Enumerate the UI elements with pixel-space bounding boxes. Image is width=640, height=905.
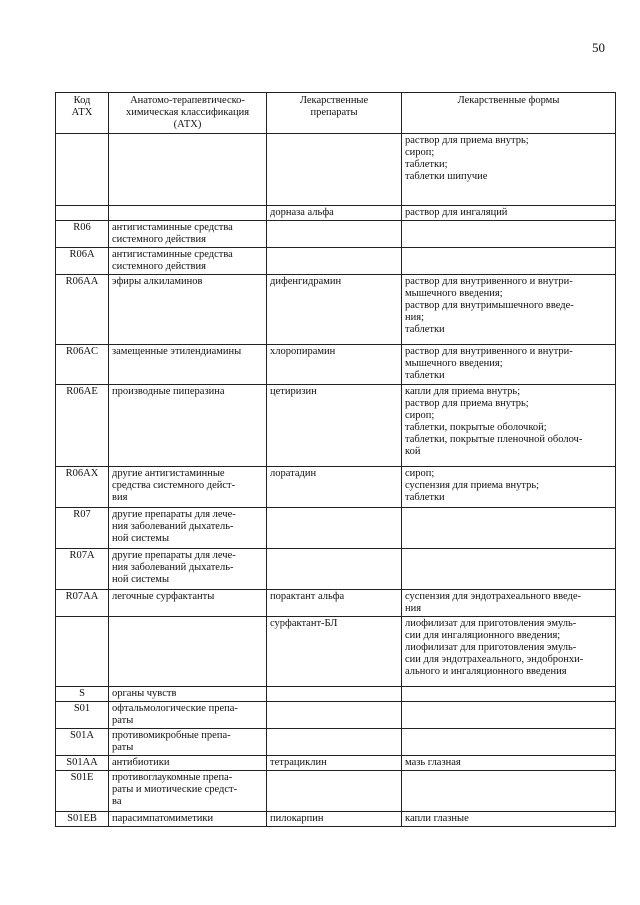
forms-cell-line: таблетки шипучие <box>405 171 488 182</box>
forms-cell <box>402 345 616 385</box>
atx-code-cell: S01AA <box>56 756 109 771</box>
drug-cell <box>267 508 402 549</box>
forms-cell <box>402 702 616 729</box>
forms-cell <box>402 134 616 206</box>
atx-table <box>55 92 616 827</box>
classification-cell-line: ния заболеваний дыхатель- <box>112 521 234 532</box>
drug-cell-line: пилокарпин <box>270 813 324 824</box>
forms-cell-line: кой <box>405 446 421 457</box>
classification-cell <box>109 549 267 590</box>
forms-cell-line: лиофилизат для приготовления эмуль- <box>405 642 577 653</box>
forms-cell-line: мазь глазная <box>405 757 461 768</box>
drug-cell <box>267 549 402 590</box>
drug-cell-line: дифенгидрамин <box>270 276 342 287</box>
forms-cell-line: капли глазные <box>405 813 469 824</box>
atx-code-cell <box>56 206 109 221</box>
drug-cell-line: тетрациклин <box>270 757 327 768</box>
forms-cell-line: раствор для приема внутрь; <box>405 398 529 409</box>
classification-cell-line: раты <box>112 742 134 753</box>
forms-cell <box>402 221 616 248</box>
table-row <box>56 385 616 467</box>
forms-cell <box>402 549 616 590</box>
table-row <box>56 771 616 812</box>
classification-cell <box>109 812 267 827</box>
header-classification: Анатомо-терапевтическо- химическая классификация (АТХ) <box>109 93 267 134</box>
forms-cell <box>402 687 616 702</box>
forms-cell-line: суспензия для эндотрахеального введе- <box>405 591 582 602</box>
forms-cell-line: ния <box>405 603 422 614</box>
classification-cell <box>109 756 267 771</box>
drug-cell <box>267 275 402 345</box>
drug-cell <box>267 590 402 617</box>
classification-cell-line: другие препараты для лече- <box>112 509 236 520</box>
classification-cell-line: ва <box>112 796 122 807</box>
forms-cell <box>402 467 616 508</box>
table-row <box>56 206 616 221</box>
drug-cell <box>267 134 402 206</box>
forms-cell <box>402 508 616 549</box>
forms-cell <box>402 590 616 617</box>
table-row <box>56 702 616 729</box>
classification-cell-line: ния заболеваний дыхатель- <box>112 562 234 573</box>
atx-code-cell: R06A <box>56 248 109 275</box>
classification-cell <box>109 467 267 508</box>
classification-cell-line: антигистаминные средства <box>112 222 233 233</box>
classification-cell <box>109 385 267 467</box>
table-row <box>56 729 616 756</box>
drug-cell-line: сурфактант-БЛ <box>270 618 338 629</box>
forms-cell <box>402 385 616 467</box>
forms-cell-line: суспензия для приема внутрь; <box>405 480 540 491</box>
forms-cell-line: капли для приема внутрь; <box>405 386 521 397</box>
classification-cell-line: производные пиперазина <box>112 386 225 397</box>
classification-cell-line: системного действия <box>112 234 206 245</box>
atx-code-cell: S01E <box>56 771 109 812</box>
forms-cell <box>402 771 616 812</box>
drug-cell <box>267 467 402 508</box>
classification-cell <box>109 345 267 385</box>
classification-cell <box>109 687 267 702</box>
header-code: Код АТХ <box>56 93 109 134</box>
table-row <box>56 275 616 345</box>
forms-cell <box>402 617 616 687</box>
classification-cell-line: офтальмологические препа- <box>112 703 238 714</box>
atx-code-cell: R06 <box>56 221 109 248</box>
forms-cell-line: таблетки <box>405 492 445 503</box>
forms-cell-line: сии для ингаляционного введения; <box>405 630 561 641</box>
classification-cell-line: ной системы <box>112 574 170 585</box>
drug-cell <box>267 702 402 729</box>
classification-cell-line: антибиотики <box>112 757 170 768</box>
classification-cell-line: эфиры алкиламинов <box>112 276 203 287</box>
classification-cell-line: противоглаукомные препа- <box>112 772 233 783</box>
forms-cell-line: таблетки, покрытые пленочной оболоч- <box>405 434 583 445</box>
classification-cell <box>109 702 267 729</box>
drug-cell <box>267 729 402 756</box>
forms-cell-line: ального и ингаляционного введения <box>405 666 567 677</box>
atx-code-cell: S <box>56 687 109 702</box>
drug-cell <box>267 812 402 827</box>
forms-cell <box>402 812 616 827</box>
drug-cell <box>267 206 402 221</box>
forms-cell-line: таблетки <box>405 324 445 335</box>
forms-cell-line: лиофилизат для приготовления эмуль- <box>405 618 577 629</box>
table-row <box>56 134 616 206</box>
atx-code-cell: R06AX <box>56 467 109 508</box>
forms-cell-line: таблетки <box>405 370 445 381</box>
atx-code-cell <box>56 134 109 206</box>
forms-cell <box>402 729 616 756</box>
forms-cell-line: сироп; <box>405 147 435 158</box>
table-row <box>56 617 616 687</box>
drug-cell <box>267 221 402 248</box>
drug-cell <box>267 687 402 702</box>
atx-code-cell: S01EB <box>56 812 109 827</box>
table-row <box>56 590 616 617</box>
classification-cell <box>109 206 267 221</box>
forms-cell-line: таблетки, покрытые оболочкой; <box>405 422 547 433</box>
classification-cell <box>109 617 267 687</box>
atx-code-cell: R06AA <box>56 275 109 345</box>
classification-cell <box>109 729 267 756</box>
classification-cell <box>109 275 267 345</box>
classification-cell <box>109 771 267 812</box>
drug-cell <box>267 771 402 812</box>
table-row <box>56 467 616 508</box>
table-row <box>56 345 616 385</box>
table-row <box>56 549 616 590</box>
atx-code-cell: R07 <box>56 508 109 549</box>
atx-code-cell: R06AE <box>56 385 109 467</box>
forms-cell <box>402 206 616 221</box>
drug-cell <box>267 385 402 467</box>
table-row <box>56 248 616 275</box>
forms-cell-line: сии для эндотрахеального, эндобронхи- <box>405 654 584 665</box>
atx-code-cell <box>56 617 109 687</box>
header-forms: Лекарственные формы <box>402 93 616 134</box>
classification-cell <box>109 590 267 617</box>
drug-cell-line: лоратадин <box>270 468 317 479</box>
forms-cell-line: раствор для внутримышечного введе- <box>405 300 574 311</box>
drug-cell <box>267 345 402 385</box>
forms-cell-line: мышечного введения; <box>405 288 503 299</box>
forms-cell <box>402 248 616 275</box>
forms-cell-line: сироп; <box>405 468 435 479</box>
drug-cell <box>267 617 402 687</box>
table-row <box>56 812 616 827</box>
forms-cell <box>402 275 616 345</box>
forms-cell-line: раствор для ингаляций <box>405 207 508 218</box>
forms-cell-line: раствор для приема внутрь; <box>405 135 529 146</box>
table-header-row <box>56 93 616 134</box>
classification-cell <box>109 221 267 248</box>
atx-code-cell: R07A <box>56 549 109 590</box>
classification-cell <box>109 134 267 206</box>
forms-cell-line: мышечного введения; <box>405 358 503 369</box>
classification-cell-line: другие антигистаминные <box>112 468 225 479</box>
forms-cell-line: ния; <box>405 312 424 323</box>
drug-cell <box>267 248 402 275</box>
table-row <box>56 508 616 549</box>
table-row <box>56 687 616 702</box>
forms-cell-line: сироп; <box>405 410 435 421</box>
classification-cell-line: ной системы <box>112 533 170 544</box>
table-row <box>56 756 616 771</box>
page-number: 50 <box>592 40 605 55</box>
drug-cell-line: цетиризин <box>270 386 317 397</box>
classification-cell-line: легочные сурфактанты <box>112 591 215 602</box>
classification-cell-line: средства системного дейст- <box>112 480 236 491</box>
classification-cell-line: замещенные этилендиамины <box>112 346 242 357</box>
classification-cell-line: вия <box>112 492 128 503</box>
classification-cell <box>109 508 267 549</box>
drug-cell-line: хлоропирамин <box>270 346 336 357</box>
classification-cell-line: другие препараты для лече- <box>112 550 236 561</box>
forms-cell <box>402 756 616 771</box>
atx-code-cell: S01 <box>56 702 109 729</box>
classification-cell-line: парасимпатомиметики <box>112 813 214 824</box>
classification-cell-line: органы чувств <box>112 688 177 699</box>
classification-cell-line: противомикробные препа- <box>112 730 231 741</box>
forms-cell-line: таблетки; <box>405 159 448 170</box>
table-row <box>56 221 616 248</box>
classification-cell-line: раты и миотические средст- <box>112 784 238 795</box>
drug-cell <box>267 756 402 771</box>
classification-cell-line: системного действия <box>112 261 206 272</box>
atx-code-cell: R06AC <box>56 345 109 385</box>
atx-code-cell: S01A <box>56 729 109 756</box>
forms-cell-line: раствор для внутривенного и внутри- <box>405 276 573 287</box>
classification-cell-line: раты <box>112 715 134 726</box>
classification-cell-line: антигистаминные средства <box>112 249 233 260</box>
forms-cell-line: раствор для внутривенного и внутри- <box>405 346 573 357</box>
classification-cell <box>109 248 267 275</box>
drug-cell-line: дорназа альфа <box>270 207 334 218</box>
drug-cell-line: порактант альфа <box>270 591 345 602</box>
header-drugs: Лекарственные препараты <box>267 93 402 134</box>
atx-table-body <box>56 134 616 827</box>
atx-code-cell: R07AA <box>56 590 109 617</box>
